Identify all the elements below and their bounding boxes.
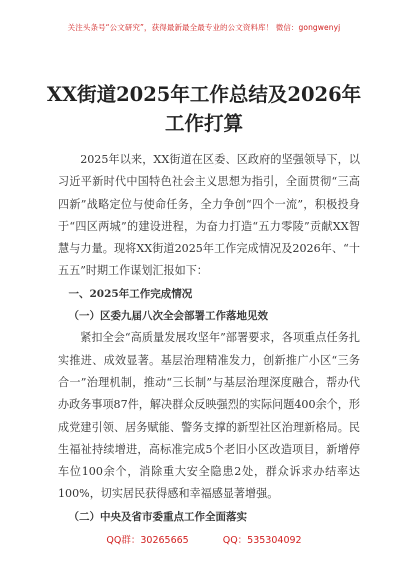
- document-body: [58, 149, 360, 528]
- qq-number-text: QQ：535304092: [222, 535, 302, 546]
- document-title: XX街道2025年工作总结及2026年工作打算: [46, 83, 362, 135]
- intro-paragraph: 2025年以来，XX街道在区委、区政府的坚强领导下，以习近平新时代中国特色社会主义思想为指引，全面贯彻“三高四新”战略定位与使命任务，全力争创“四个一流”，积极投身于“四区两城”的建设进程，为奋力打造“五力零陵”贡献XX智慧与力量。现将XX街道2025年工作完成情况及2026年、“十五五”时期工作谋划汇报如下：: [58, 153, 360, 278]
- footer-contact: [0, 532, 408, 546]
- subsection-body-1: 紧扣全会“高质量发展攻坚年”部署要求，各项重点任务扎实推进、成效显著。基层治理精准发力，创新推广小区“三务合一”治理机制，推动“三长制”与基层治理深度融合，帮办代办政务事项87件，解决群众反映强烈的实际问题400余个，形成党建引领、居务赋能、警务支撑的新型社区治理新格局。民生福祉持续增进，高标准完成5个老旧小区改造项目，新增停车位100余个，消除重大安全隐患2处，群众诉求办结率达100%，切实居民获得感和幸福感显著增强。: [58, 331, 360, 501]
- top-banner: 关注头条号“公文研究”，获得最新最全最专业的公文资料库！ 微信：gongwenyj: [67, 23, 341, 32]
- section-heading: 一、2025年工作完成情况: [68, 287, 193, 300]
- subsection-heading-1: （一）区委九届八次全会部署工作落地见效: [68, 310, 268, 323]
- subsection-heading-2: （二）中央及省市委重点工作全面落实: [68, 510, 247, 523]
- qq-group-text: QQ群：30265665: [106, 535, 189, 546]
